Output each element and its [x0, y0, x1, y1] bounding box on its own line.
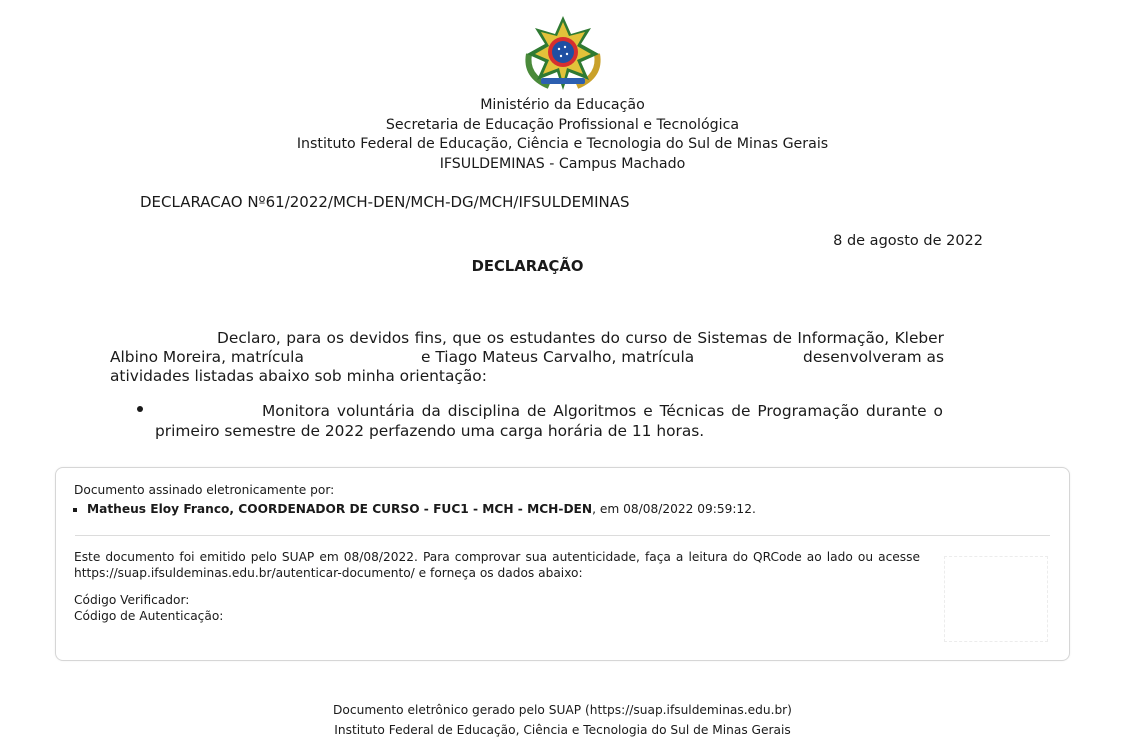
- word: os: [326, 329, 344, 347]
- word: para: [286, 329, 322, 347]
- signed-at: , em 08/08/2022 09:59:12.: [592, 502, 756, 516]
- word: durante: [866, 402, 927, 420]
- word: de: [731, 402, 751, 420]
- signer-line: [87, 502, 756, 516]
- bullet-marker: [137, 406, 143, 412]
- word: disciplina: [447, 402, 521, 420]
- header-line-campus: IFSULDEMINAS - Campus Machado: [439, 155, 686, 172]
- word: que: [452, 329, 482, 347]
- word: fins,: [414, 329, 447, 347]
- brazil-coat-of-arms-icon: [519, 14, 607, 92]
- word: Programação: [757, 402, 860, 420]
- document-number: DECLARACAO Nº61/2022/MCH-DEN/MCH-DG/MCH/IFSULDEMINAS: [140, 193, 630, 211]
- word: Declaro,: [217, 329, 281, 347]
- document-title: DECLARAÇÃO: [471, 258, 584, 275]
- header-line-secretariat: Secretaria de Educação Profissional e Tecnológica: [385, 116, 740, 133]
- signer-bullet: [73, 508, 77, 512]
- body-line-3: atividades listadas abaixo sob minha orientação:: [110, 367, 487, 385]
- word: estudantes: [509, 329, 596, 347]
- word: do: [600, 329, 620, 347]
- body-line-1: [217, 329, 944, 347]
- verification-text-1: Este documento foi emitido pelo SUAP em 08/08/2022. Para comprovar sua autenticidade, faça a leitura do QRCode ao lado ou acesse: [74, 550, 920, 564]
- word: os: [486, 329, 505, 347]
- document-date: 8 de agosto de 2022: [833, 233, 983, 249]
- auth-code-label: Código de Autenticação:: [74, 609, 224, 623]
- word: Sistemas: [697, 329, 768, 347]
- qrcode-icon[interactable]: [944, 556, 1048, 642]
- signer-name: Matheus Eloy Franco, COORDENADOR DE CURSO - FUC1 - MCH - MCH-DEN: [87, 502, 593, 516]
- bullet-line-1: [262, 402, 943, 420]
- institution-header: [0, 96, 1125, 174]
- word: de: [772, 329, 792, 347]
- word: o: [933, 402, 943, 420]
- word: Monitora: [262, 402, 330, 420]
- word: Algoritmos: [553, 402, 637, 420]
- word: e: [643, 402, 653, 420]
- word: da: [421, 402, 441, 420]
- body-line-2a: Albino Moreira, matrícula: [110, 348, 304, 366]
- body-line-2b: e Tiago Mateus Carvalho, matrícula: [421, 348, 695, 366]
- word: Kleber: [894, 329, 944, 347]
- word: Informação,: [797, 329, 890, 347]
- word: devidos: [349, 329, 410, 347]
- word: Técnicas: [659, 402, 725, 420]
- word: de: [672, 329, 692, 347]
- header-line-ministry: Ministério da Educação: [480, 97, 645, 113]
- body-line-2c: desenvolveram as: [803, 348, 944, 366]
- footer-line-1: Documento eletrônico gerado pelo SUAP (https://suap.ifsuldeminas.edu.br): [333, 703, 792, 717]
- footer-line-2: Instituto Federal de Educação, Ciência e Tecnologia do Sul de Minas Gerais: [334, 723, 791, 737]
- header-line-institute: Instituto Federal de Educação, Ciência e Tecnologia do Sul de Minas Gerais: [296, 136, 829, 153]
- signed-by-label: Documento assinado eletronicamente por:: [74, 483, 335, 497]
- word: de: [527, 402, 547, 420]
- panel-divider: [75, 535, 1050, 536]
- word: curso: [625, 329, 668, 347]
- word: voluntária: [336, 402, 415, 420]
- bullet-line-2: primeiro semestre de 2022 perfazendo uma carga horária de 11 horas.: [155, 422, 705, 440]
- verification-link[interactable]: https://suap.ifsuldeminas.edu.br/autenticar-documento/ e forneça os dados abaixo:: [74, 566, 583, 580]
- verifier-code-label: Código Verificador:: [74, 593, 190, 607]
